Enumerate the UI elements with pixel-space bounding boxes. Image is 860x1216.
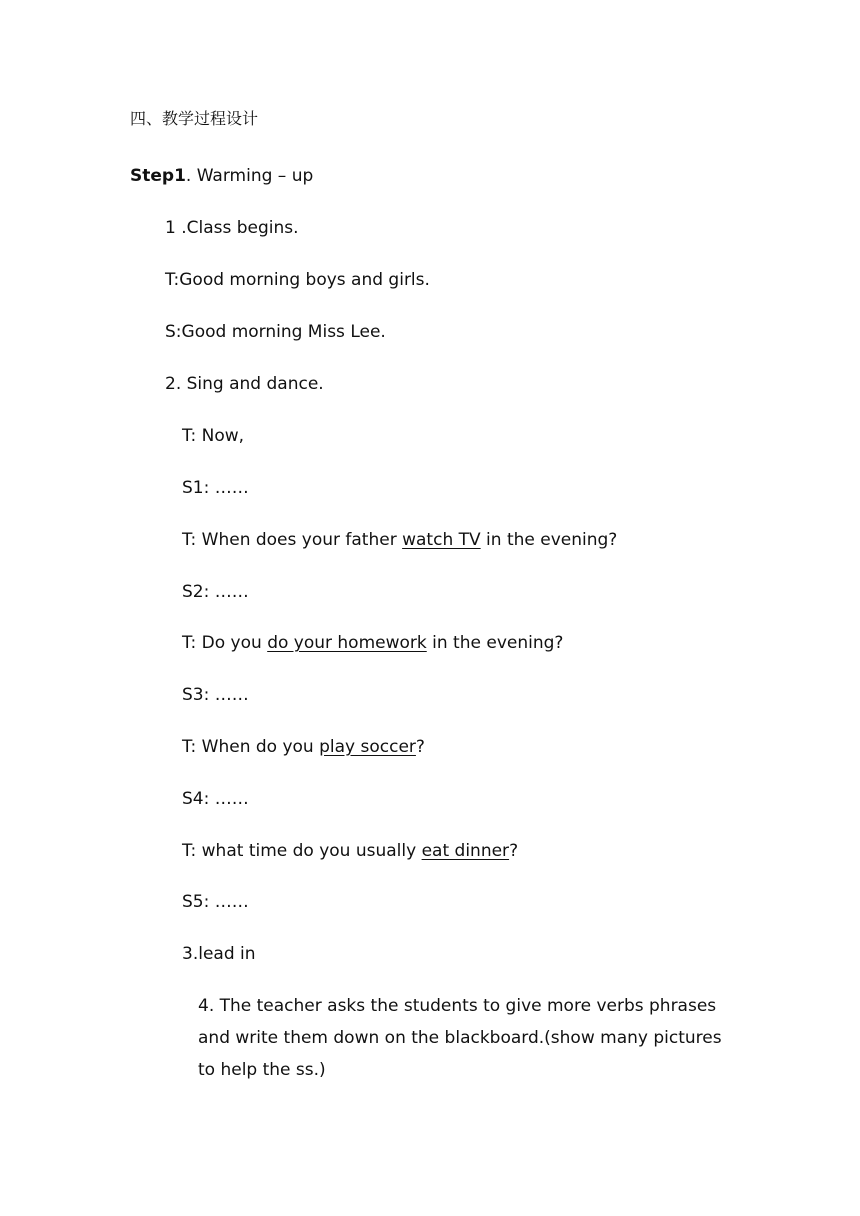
line-lead-in: 3.lead in: [182, 944, 256, 964]
line-question-watch-tv: [182, 529, 617, 551]
line-s5: S5: ……: [182, 892, 249, 912]
question-text: in the evening?: [426, 633, 564, 653]
underlined-phrase: play soccer: [319, 737, 416, 757]
line-class-begins: 1 .Class begins.: [165, 218, 299, 238]
question-text: T: When does your father: [182, 530, 403, 550]
underlined-phrase: eat dinner: [421, 841, 510, 861]
step-heading: [130, 165, 313, 187]
line-student-greeting: S:Good morning Miss Lee.: [165, 322, 386, 342]
line-question-homework: [182, 632, 563, 654]
question-text: T: When do you: [182, 737, 320, 757]
line-question-soccer: [182, 736, 425, 758]
question-text: ?: [509, 841, 519, 861]
line-s2: S2: ……: [182, 582, 249, 602]
line-question-dinner: [182, 840, 518, 862]
question-text: ?: [415, 737, 425, 757]
step-label: Step1: [130, 166, 186, 186]
paragraph-step-4: 4. The teacher asks the students to give more verbs phrases and write them down on the blackboard.(show many pictures to help the ss.): [198, 996, 722, 1080]
line-teacher-now: T: Now,: [182, 426, 245, 446]
question-text: T: Do you: [182, 633, 268, 653]
line-s3: S3: ……: [182, 685, 249, 705]
question-text: in the evening?: [480, 530, 618, 550]
underlined-phrase: watch TV: [402, 530, 481, 550]
section-heading: 四、教学过程设计: [130, 109, 259, 128]
line-teacher-greeting: T:Good morning boys and girls.: [165, 270, 430, 290]
line-sing-and-dance: 2. Sing and dance.: [165, 374, 324, 394]
line-s4: S4: ……: [182, 789, 249, 809]
underlined-phrase: do your homework: [267, 633, 427, 653]
question-text: T: what time do you usually: [182, 841, 422, 861]
line-s1: S1: ……: [182, 478, 249, 498]
step-title: . Warming – up: [185, 166, 314, 186]
